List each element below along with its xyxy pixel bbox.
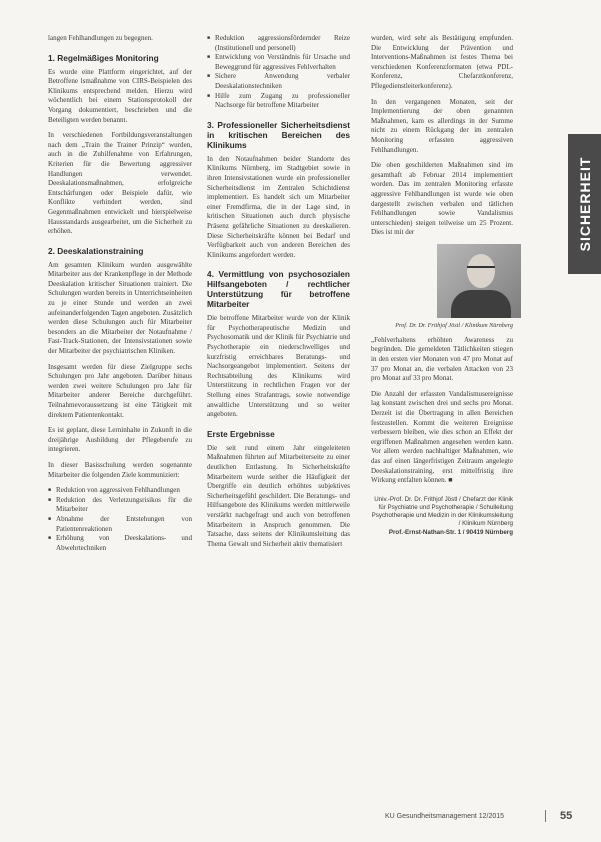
- author-address: Prof.-Ernst-Nathan-Str. 1 / 90419 Nürnberg: [388, 528, 513, 536]
- paragraph: In verschiedenen Fortbildungsveranstaltungen nach dem „Train the Trainer Prinzip“ wurden, auch in die Zuhilfenahme von Erfahrungen, Kriterien für die Bewertung aggressiver Handlungen verwendet. Deeskalationsmaßnahmen, erfolgreiche Entschärfungen oder Beispiele dafür, wie Konflikte verhindert werden, sind Gegenmaßnahmen entwickelt und hierspielweise Hausstandards ausgearbeitet, um die Sicherheit zu erhöhen.: [48, 131, 192, 236]
- section-tab-label: SICHERHEIT: [576, 156, 593, 252]
- column-1: [48, 34, 192, 559]
- photo-caption: Prof. Dr. Dr. Frithjof Jöstl / Klinikum Nürnberg: [395, 321, 513, 329]
- column-3: [371, 34, 513, 537]
- goal-list-continued: [207, 34, 350, 111]
- page-number: 55: [560, 810, 573, 822]
- section-heading: 1. Regelmäßiges Monitoring: [48, 52, 159, 63]
- list-item: ■ Hilfe zum Zugang zu professioneller Nachsorge für betroffene Mitarbeiter: [207, 92, 350, 111]
- list-item: ■ Reduktion von aggressiven Fehlhandlungen: [48, 486, 192, 496]
- paragraph: Die betroffene Mitarbeiter wurde von der Klinik für Psychotherapeutische Medizin und Psychosomatik und der Klinik für Psychiatrie und Psychotherapie ein niederschwelliges und kurzfristig erreichbares Beratungs- und Nachsorgeangebot implementiert. Seitens der Rechtsabteilung des Klinikums wird Unterstützung in rechtlichen Fragen vor der Stellung eines Strafantrags, sowie notwendige anwaltliche Unterstützung und so weiter angeboten.: [207, 314, 350, 419]
- paragraph: Insgesamt werden für diese Zielgruppe sechs Schulungen pro Jahr angeboten. Darüber hinaus werden zwei weitere Schulungen pro Jahr für Mitarbeiter anderer Bereiche durchgeführt. Teilnahmevoraussetzung ist eine Tätigkeit mit direktem Patientenkontakt.: [48, 362, 192, 419]
- paragraph: Die Anzahl der erfassten Vandalismusereignisse lag konstant zwischen drei und sechs pro Monat. Derzeit ist die Übertragung in allen Bereichen festzustellen. Kommt die weiteren Ereignisse verbessern bleiben, wie dies schon an Effekt der ergriffenen Maßnahmen angesehen werden kann. Vor allem werden nachhaltiger Maßnahmen, wie das auf einen längerfristigen Zeitraum angelegte Deeskalationstraining, erst mittelfristig ihre Wirkung entfalten können. ■: [371, 389, 513, 485]
- paragraph: wurden, wird sehr als Bestätigung empfunden. Die Entwicklung der Prävention und Interventions-Maßnahmen ist festes Thema bei verschiedenen Konferenzformaten (etwa PDL-Konferenz, Chefarztkonferenz, Pflegedienstleiterkonferenz).: [371, 34, 513, 90]
- footer-divider: [545, 810, 546, 822]
- paragraph: In dieser Basisschulung werden sogenannte Mitarbeiter die folgenden Ziele kommuniziert:: [48, 460, 192, 479]
- section-heading: 4. Vermittlung von psychosozialen Hilfsangeboten / rechtlicher Unterstützung für betroffene Mitarbeiter: [207, 269, 350, 310]
- section-heading: Erste Ergebnisse: [207, 428, 275, 439]
- goal-list: [48, 486, 192, 553]
- column-2: [207, 34, 350, 555]
- paragraph: In den Notaufnahmen beider Standorte des Klinikums Nürnberg, im Stadtgebiet sowie in ihren Intensivstationen wurde ein professioneller Sicherheitsdienst im Zentralen Schichtdienst implementiert. Es handelt sich um Mitarbeiter einer Fremdfirma, die in der Lage sind, in kritischen Situationen auch durch physische Präsenz gefährliche Situationen zu deeskalieren. Diese Sicherheitskräfte können bei Bedarf und Verfügbarkeit auch von anderen Bereichen des Klinikums angefordert werden.: [207, 154, 350, 259]
- author-role: Univ.-Prof. Dr. Dr. Frithjof Jöstl / Chefarzt der Klinik für Psychiatrie und Psychotherapie / Schulleitung Psychotherapie und Medizin in der Klinikumsleitung / Klinikum Nürnberg: [371, 495, 513, 528]
- list-item: ■ Abnahme der Entstehungen von Patientenreaktionen: [48, 515, 192, 534]
- section-heading: 3. Professioneller Sicherheitsdienst in kritischen Bereichen des Klinikums: [207, 119, 350, 150]
- section-tab: [568, 134, 601, 274]
- paragraph: „Fehlverhaltens erhöhten Awareness zu begründen. Die gemeldeten Tätlichkeiten stiegen in den ersten vier Monaten von 47 pro Monat auf 37 pro Monat an, die verbalen Attacken von 23 pro Monat auf 33 pro Monat.: [371, 335, 513, 383]
- author-photo: [437, 244, 521, 318]
- paragraph: Die seit rund einem Jahr eingeleiteten Maßnahmen führten auf Mitarbeiterseite zu einer deutlichen Entlastung. In Sicherheitskräfte Mitarbeitern wurde seither die Häufigkeit der Übergriffe ein deutlich erhöhtes subjektives Sicherheitsgefühl geschildert. Die Beratungs- und Hilfsangebote des Klinikums werden mittlerweile verstärkt nachgefragt und auch von betroffenen Mitarbeitern in Anspruch genommen. Die Tatsache, dass seitens der Klinikumsleitung das Thema Gewalt und Sicherheit aktiv thematisiert: [207, 443, 350, 548]
- paragraph: langen Fehlhandlungen zu begegnen.: [48, 34, 153, 42]
- paragraph: Die oben geschilderten Maßnahmen sind im gesamthaft ab Februar 2014 implementiert worden. Das im zentralen Monitoring erfasste aggressive Fehlhandlungen ist wurde wie oben dargestellt zwischen verbalen und tätlichen Fehlhandlungen sowie Vandalismus unterschieden) steigen teilweise um 25 Prozent. Dies ist mit der: [371, 161, 513, 237]
- list-item: ■ Sichere Anwendung verbaler Deeskalationstechniken: [207, 72, 350, 91]
- paragraph: Am gesamten Klinikum wurden ausgewählte Mitarbeiter aus der Krankenpflege in der Methode Deeskalation kritischer Situationen trainiert. Die Schulungen wurden bereits in Unterrichtseinheiten zu je einer Stunde und werden an zwei aufeinanderfolgenden Tagen angeboten. Zusätzlich werden diese Schulungen auch für Mitarbeiter besonders an die Mitarbeiter der Notaufnahme / Fast-Track-Stationen, der Intensivstationen sowie der Mitarbeiter der psychiatrischen Kliniken.: [48, 260, 192, 356]
- paragraph: Es wurde eine Plattform eingerichtet, auf der Betroffene lsmaßnahme von CIRS-Beispielen des Klinikums entsprechend melden. Hierzu wird wöchentlich bei einem Stationsprotokoll der Vorgang dokumentiert, beschrieben und die Beteiligten werden benannt.: [48, 67, 192, 124]
- list-item: ■ Reduktion aggressionsfördernder Reize (Institutionell und personell): [207, 34, 350, 53]
- paragraph: In den vergangenen Monaten, seit der Implementierung der oben genannten Maßnahmen, kam es allerdings in der Summe nicht zu einem Rückgang der im zentralen Monitoring erfassten aggressiven Fehlhandlungen.: [371, 97, 513, 154]
- author-info: [371, 496, 513, 537]
- list-item: ■ Reduktion des Verletzungsrisikos für die Mitarbeiter: [48, 496, 192, 515]
- list-item: ■ Entwicklung von Verständnis für Ursache und Beweggrund für aggressives Fehlverhalten: [207, 53, 350, 72]
- list-item: ■ Erhöhung von Deeskalations- und Abwehrtechniken: [48, 534, 192, 553]
- paragraph: Es ist geplant, diese Lerninhalte in Zukunft in die dreijährige Ausbildung der Pflegeberufe zu integrieren.: [48, 426, 192, 454]
- section-heading: 2. Deeskalationstraining: [48, 245, 144, 256]
- footer-publication: KU Gesundheitsmanagement 12/2015: [385, 813, 505, 820]
